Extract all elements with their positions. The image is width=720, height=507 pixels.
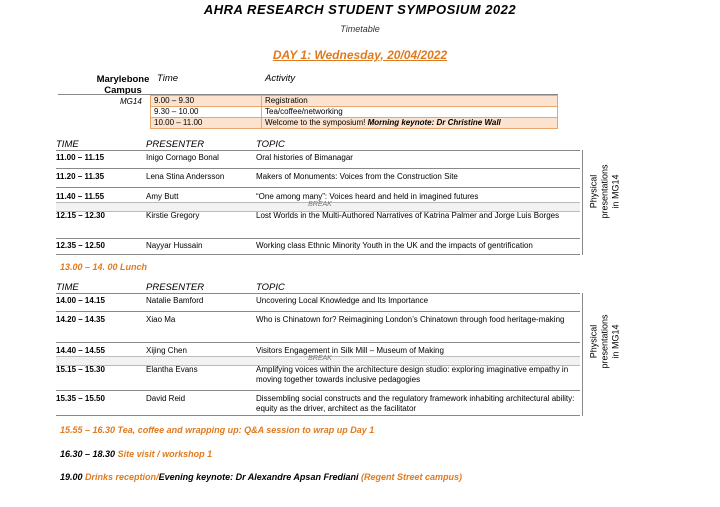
session-topic: Amplifying voices within the architecture design studio: exploring imaginative empathy in moving together towards inclusive pedagogies bbox=[256, 365, 569, 384]
session-presenter: Xijing Chen bbox=[146, 346, 187, 355]
site-visit-text: Site visit / workshop 1 bbox=[115, 449, 213, 459]
schedule-row bbox=[151, 96, 558, 107]
session-time: 11.00 – 11.15 bbox=[56, 153, 105, 162]
session-topic: Dissembling social constructs and the regulatory framework inhabiting architectural ability: equity as the driver, architect as the facilitator bbox=[256, 394, 575, 413]
page-subtitle: Timetable bbox=[340, 24, 380, 34]
session-topic: “One among many”: Voices heard and held in imagined futures bbox=[256, 192, 479, 201]
session-presenter: Kirstie Gregory bbox=[146, 211, 200, 220]
schedule-time: 10.00 – 11.00 bbox=[151, 118, 262, 129]
schedule-row bbox=[151, 118, 558, 129]
col-presenter-header: PRESENTER bbox=[146, 282, 205, 293]
drinks-reception: Drinks reception/ bbox=[85, 472, 159, 482]
break-label: BREAK bbox=[308, 201, 332, 208]
side-note-session2: Physical presentations in MG14 bbox=[588, 314, 621, 369]
site-visit bbox=[60, 449, 212, 459]
session-presenter: Natalie Bamford bbox=[146, 296, 204, 305]
room-label: MG14 bbox=[120, 97, 142, 106]
break-label: BREAK bbox=[308, 355, 332, 362]
session-topic: Uncovering Local Knowledge and Its Importance bbox=[256, 296, 429, 305]
session-topic: Oral histories of Bimanagar bbox=[256, 153, 353, 162]
session-time: 12.15 – 12.30 bbox=[56, 211, 105, 220]
campus-time-header: Time bbox=[157, 73, 179, 84]
session-time: 11.20 – 11.35 bbox=[56, 172, 105, 181]
session-topic: Lost Worlds in the Multi-Authored Narratives of Katrina Palmer and Jorge Luis Borges bbox=[256, 211, 560, 220]
lunch-label: 13.00 – 14. 00 Lunch bbox=[60, 262, 148, 272]
session-presenter: Lena Stina Andersson bbox=[146, 172, 225, 181]
campus-name: Marylebone Campus bbox=[96, 74, 150, 96]
session-time: 14.20 – 14.35 bbox=[56, 315, 105, 324]
session-time: 15.15 – 15.30 bbox=[56, 365, 105, 374]
session-presenter: Inigo Cornago Bonal bbox=[146, 153, 219, 162]
session-time: 15.35 – 15.50 bbox=[56, 394, 105, 403]
site-visit-time: 16.30 – 18.30 bbox=[60, 449, 116, 459]
schedule-row bbox=[151, 107, 558, 118]
session-presenter: Elantha Evans bbox=[146, 365, 198, 374]
session-presenter: David Reid bbox=[146, 394, 186, 403]
campus-activity-header: Activity bbox=[265, 73, 296, 84]
schedule-activity: Registration bbox=[262, 96, 558, 107]
welcome-text: Welcome to the symposium! bbox=[265, 118, 366, 127]
schedule-activity bbox=[262, 118, 558, 129]
session-time: 11.40 – 11.55 bbox=[56, 192, 105, 201]
session-topic: Who is Chinatown for? Reimagining London’s Chinatown through food heritage-making bbox=[256, 315, 565, 324]
session-time: 14.40 – 14.55 bbox=[56, 346, 105, 355]
evening-time: 19.00 bbox=[60, 472, 86, 482]
session-topic: Makers of Monuments: Voices from the Construction Site bbox=[256, 172, 458, 181]
side-note-session1: Physical presentations in MG14 bbox=[588, 164, 621, 219]
col-presenter-header: PRESENTER bbox=[146, 139, 205, 150]
evening-keynote-speaker: Evening keynote: Dr Alexandre Apsan Frediani bbox=[158, 472, 361, 482]
session-presenter: Amy Butt bbox=[146, 192, 179, 201]
col-time-header: TIME bbox=[56, 282, 79, 293]
schedule-time: 9.00 – 9.30 bbox=[151, 96, 262, 107]
session-presenter: Nayyar Hussain bbox=[146, 241, 203, 250]
morning-keynote: Morning keynote: Dr Christine Wall bbox=[367, 118, 501, 127]
page-title: AHRA RESEARCH STUDENT SYMPOSIUM 2022 bbox=[203, 2, 517, 17]
session-topic: Visitors Engagement in Silk Mill – Museum of Making bbox=[256, 346, 444, 355]
evening-keynote bbox=[60, 472, 462, 482]
session-time: 14.00 – 14.15 bbox=[56, 296, 105, 305]
schedule-activity: Tea/coffee/networking bbox=[262, 107, 558, 118]
col-topic-header: TOPIC bbox=[256, 282, 285, 293]
col-topic-header: TOPIC bbox=[256, 139, 285, 150]
tea-wrapup: 15.55 – 16.30 Tea, coffee and wrapping up: Q&A session to wrap up Day 1 bbox=[60, 425, 375, 435]
evening-location: (Regent Street campus) bbox=[360, 472, 462, 482]
session-presenter: Xiao Ma bbox=[146, 315, 176, 324]
session-time: 12.35 – 12.50 bbox=[56, 241, 105, 250]
session-topic: Working class Ethnic Minority Youth in the UK and the impacts of gentrification bbox=[256, 241, 533, 250]
registration-table bbox=[150, 95, 558, 129]
day-heading: DAY 1: Wednesday, 20/04/2022 bbox=[272, 48, 448, 62]
schedule-time: 9.30 – 10.00 bbox=[151, 107, 262, 118]
col-time-header: TIME bbox=[56, 139, 79, 150]
